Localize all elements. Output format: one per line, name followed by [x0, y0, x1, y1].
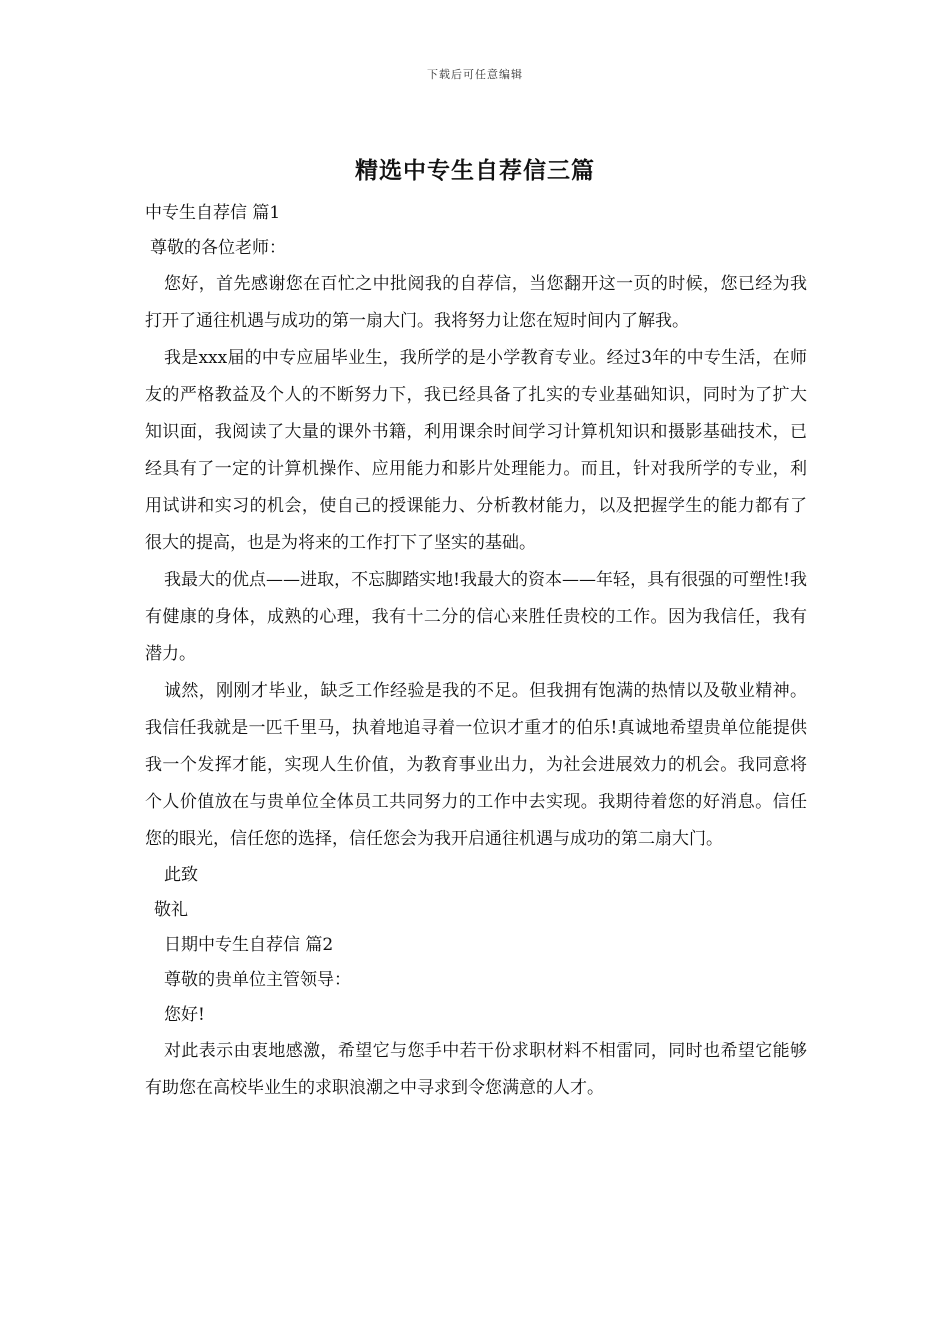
- paragraph-4: 诚然，刚刚才毕业，缺乏工作经验是我的不足。但我拥有饱满的热情以及敬业精神。我信任我就是一匹千里马，执着地追寻着一位识才重才的伯乐!真诚地希望贵单位能提供我一个发挥才能，实现人生价值，为教育事业出力，为社会进展效力的机会。我同意将个人价值放在与贵单位全体员工共同努力的工作中去实现。我期待着您的好消息。信任您的眼光，信任您的选择，信任您会为我开启通往机遇与成功的第二扇大门。: [145, 681, 807, 849]
- greeting-1: 尊敬的各位老师：: [150, 238, 286, 258]
- paragraph-3: 我最大的优点——进取，不忘脚踏实地!我最大的资本——年轻，具有很强的可塑性!我有健康的身体，成熟的心理，我有十二分的信心来胜任贵校的工作。因为我信任，我有潜力。: [145, 570, 807, 664]
- letter-body: [145, 196, 807, 1107]
- section-heading-2: 日期中专生自荐信 篇2: [164, 935, 334, 955]
- paragraph-5: 对此表示由衷地感激，希望它与您手中若干份求职材料不相雷同，同时也希望它能够有助您在高校毕业生的求职浪潮之中寻求到令您满意的人才。: [145, 1041, 807, 1098]
- paragraph-1: 您好，首先感谢您在百忙之中批阅我的自荐信，当您翻开这一页的时候，您已经为我打开了通往机遇与成功的第一扇大门。我将努力让您在短时间内了解我。: [145, 274, 807, 331]
- section-heading-1: 中专生自荐信 篇1: [145, 203, 281, 223]
- paragraph-2: 我是xxx届的中专应届毕业生，我所学的是小学教育专业。经过3年的中专生活，在师友的严格教益及个人的不断努力下，我已经具备了扎实的专业基础知识，同时为了扩大知识面，我阅读了大量的课外书籍，利用课余时间学习计算机知识和摄影基础技术，已经具有了一定的计算机操作、应用能力和影片处理能力。而且，针对我所学的专业，利用试讲和实习的机会，使自己的授课能力、分析教材能力，以及把握学生的能力都有了很大的提高，也是为将来的工作打下了坚实的基础。: [145, 348, 807, 553]
- closing-line-1: 此致: [164, 865, 198, 885]
- greeting-2: 尊敬的贵单位主管领导：: [164, 970, 351, 990]
- closing-line-2: 敬礼: [154, 900, 188, 920]
- header-note: 下载后可任意编辑: [427, 68, 523, 81]
- document-title: 精选中专生自荐信三篇: [355, 157, 595, 184]
- greeting-3: 您好!: [164, 1005, 205, 1025]
